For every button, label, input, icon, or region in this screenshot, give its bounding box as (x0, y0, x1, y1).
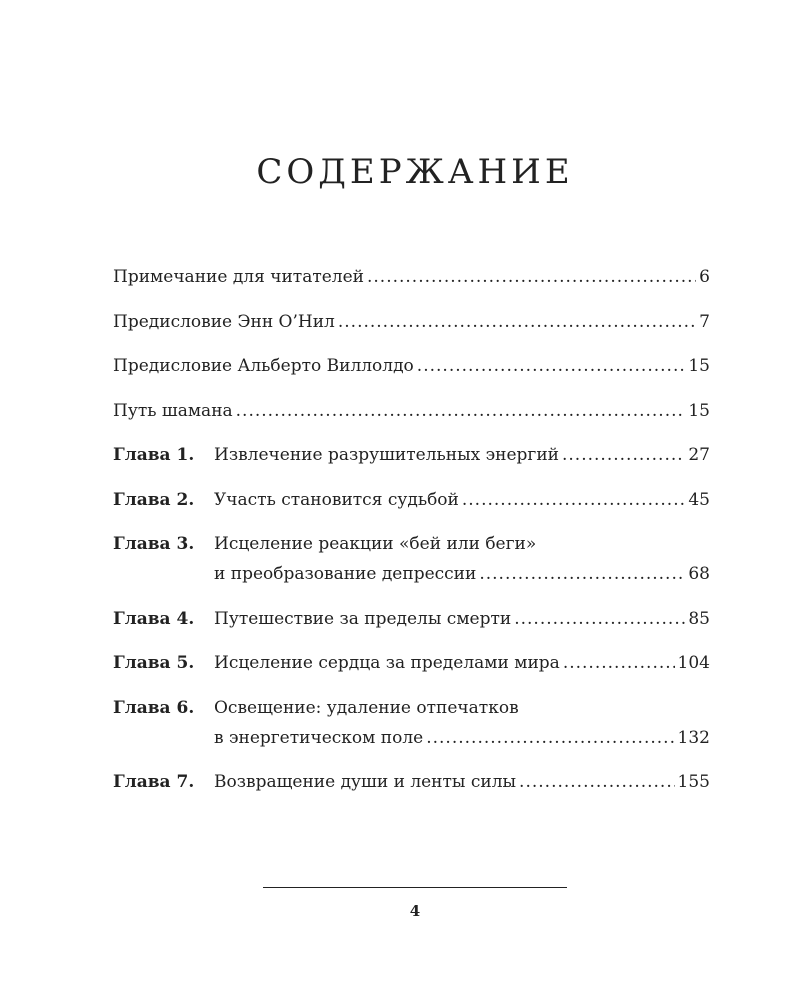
dot-leader (338, 307, 696, 337)
toc-entry-title: Путешествие за пределы смерти (214, 608, 512, 629)
toc-entry-body (113, 307, 710, 337)
toc-page-number: 155 (677, 772, 710, 792)
toc-line (214, 529, 710, 559)
chapter-label: Глава 7. (113, 772, 195, 792)
toc-entry-body (113, 396, 710, 426)
toc-line (214, 604, 710, 634)
toc-entry[interactable] (113, 440, 710, 470)
dot-leader (236, 396, 686, 426)
toc-page-number: 6 (699, 267, 710, 287)
toc-page-number: 68 (688, 564, 710, 584)
toc-entry[interactable] (113, 262, 710, 292)
chapter-label: Глава 2. (113, 489, 195, 510)
chapter-label: Глава 3. (113, 534, 195, 554)
toc-line (214, 559, 710, 589)
dot-leader (479, 559, 685, 589)
dot-leader (519, 767, 675, 797)
chapter-label: Глава 5. (113, 653, 195, 673)
dot-leader (562, 440, 685, 470)
toc-page-number: 15 (688, 400, 710, 421)
toc-entry[interactable] (113, 693, 710, 753)
table-of-contents (113, 262, 710, 812)
toc-line (214, 648, 710, 678)
toc-entry[interactable] (113, 351, 710, 381)
toc-entry-body (214, 529, 710, 589)
toc-entry-body (214, 693, 710, 753)
toc-line (214, 693, 710, 723)
toc-entry[interactable] (113, 396, 710, 426)
toc-entry[interactable] (113, 767, 710, 797)
toc-entry-body (214, 648, 710, 678)
toc-entry-title: Исцеление реакции «бей или беги» (214, 534, 537, 554)
footer-divider (263, 887, 567, 888)
toc-entry-body (214, 604, 710, 634)
toc-page-number: 132 (677, 727, 710, 748)
toc-entry-title: Примечание для читателей (113, 267, 364, 287)
toc-entry-title: Участь становится судьбой (214, 489, 459, 510)
toc-entry-title: Возвращение души и ленты силы (214, 772, 517, 792)
toc-entry-body (113, 351, 710, 381)
toc-entry[interactable] (113, 604, 710, 634)
dot-leader (417, 351, 686, 381)
toc-page-number: 45 (688, 489, 710, 510)
page-number: 4 (409, 902, 421, 920)
toc-line (113, 307, 710, 337)
page-title: СОДЕРЖАНИЕ (256, 152, 574, 192)
toc-entry[interactable] (113, 485, 710, 515)
dot-leader (426, 723, 674, 753)
toc-entry-title: Извлечение разрушительных энергий (214, 445, 559, 465)
toc-line (214, 723, 710, 753)
toc-page-number: 7 (699, 311, 710, 332)
toc-line (214, 767, 710, 797)
toc-line (214, 485, 710, 515)
toc-entry[interactable] (113, 648, 710, 678)
toc-entry-title: Предисловие Энн О’Нил (113, 311, 335, 332)
toc-entry-title: Освещение: удаление отпечатков (214, 697, 519, 718)
toc-entry-title: Исцеление сердца за пределами мира (214, 653, 560, 673)
toc-entry-title: в энергетическом поле (214, 727, 424, 748)
toc-page-number: 15 (688, 356, 710, 376)
toc-entry-title: Путь шамана (113, 400, 233, 421)
toc-entry-body (214, 485, 710, 515)
toc-entry-body (214, 767, 710, 797)
toc-entry-body (113, 262, 710, 292)
chapter-label: Глава 1. (113, 445, 195, 465)
chapter-label: Глава 6. (113, 697, 195, 718)
toc-page-number: 27 (688, 445, 710, 465)
dot-leader (367, 262, 696, 292)
toc-page-number: 85 (688, 608, 710, 629)
dot-leader (514, 604, 685, 634)
toc-entry-body (214, 440, 710, 470)
toc-line (214, 440, 710, 470)
toc-entry-title: и преобразование депрессии (214, 564, 477, 584)
toc-line (113, 262, 710, 292)
toc-entry-title: Предисловие Альберто Виллолдо (113, 356, 414, 376)
chapter-label: Глава 4. (113, 608, 195, 629)
dot-leader (563, 648, 675, 678)
toc-entry[interactable] (113, 529, 710, 589)
toc-line (113, 351, 710, 381)
dot-leader (462, 485, 685, 515)
toc-entry[interactable] (113, 307, 710, 337)
toc-page-number: 104 (677, 653, 710, 673)
toc-line (113, 396, 710, 426)
